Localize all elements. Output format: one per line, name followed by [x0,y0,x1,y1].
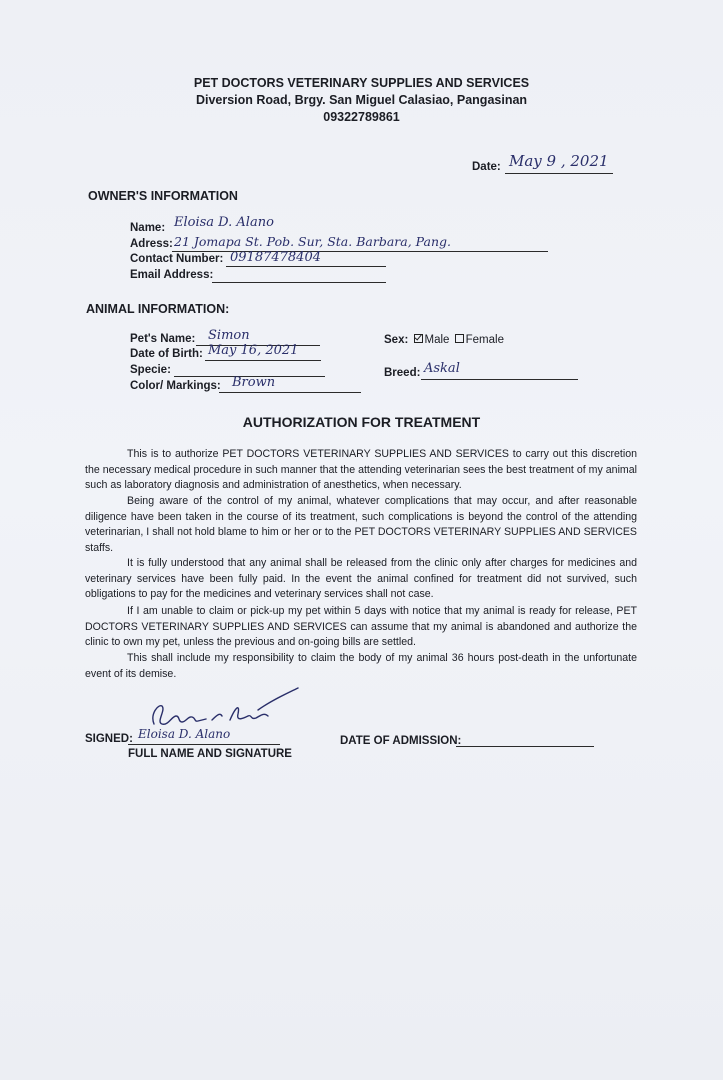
authorization-title: AUTHORIZATION FOR TREATMENT [242,414,481,430]
signed-label: SIGNED: [85,733,133,745]
date-label: Date: [472,161,501,173]
sex-male-label: Male [424,334,450,346]
breed-label: Breed: [384,367,421,379]
owner-name-value: Eloisa D. Alano [174,215,274,230]
color-value: Brown [232,375,276,390]
specie-label: Specie: [130,364,171,376]
owner-name-label: Name: [130,222,166,234]
breed-value: Askal [424,361,460,376]
authorization-paragraph: This shall include my responsibility to claim the body of my animal 36 hours post-death in the unfortunate event of its demise. [85,652,637,680]
pet-name-label: Pet's Name: [130,333,196,345]
company-phone: 09322789861 [323,110,400,124]
date-line [505,173,613,174]
color-line [219,392,361,393]
signature-caption: FULL NAME AND SIGNATURE [128,748,292,760]
company-address: Diversion Road, Brgy. San Miguel Calasiao, Pangasinan [195,93,528,107]
sex-field [384,334,504,346]
sex-female-label: Female [465,334,504,346]
dob-value: May 16, 2021 [208,343,299,358]
owner-section-heading: OWNER'S INFORMATION [88,189,238,203]
authorization-paragraph: It is fully understood that any animal shall be released from the clinic only after charges for medicines and veterinary services have been fully paid. In the event the animal confined for treatment did not survived, such obligations to pay for the medicines and veterinary services shall not case. [85,557,637,600]
dob-label: Date of Birth: [130,348,203,360]
date-of-admission-line [456,746,594,747]
owner-contact-line [226,266,386,267]
authorization-paragraph: If I am unable to claim or pick-up my pet within 5 days with notice that my animal is ready for release, PET DOCTORS VETERINARY SUPPLIES AND SERVICES can assume that my animal is abandoned and authorize the clinic to own my pet, unless the previous and on-going bills are settled. [85,605,637,648]
color-label: Color/ Markings: [130,380,221,392]
authorization-paragraph: Being aware of the control of my animal, whatever complications that may occur, and after reasonable diligence have been taken in the course of its treatment, such complications is beyond the control of the attending veterinarian, I shall not hold blame to him or her or to the PET DOCTORS VETERINARY SUPPLIES AND SERVICES staffs. [85,495,637,554]
company-name: PET DOCTORS VETERINARY SUPPLIES AND SERVICES [193,76,530,90]
animal-section-heading: ANIMAL INFORMATION: [86,302,230,316]
breed-line [421,379,578,380]
owner-address-value: 21 Jomapa St. Pob. Sur, Sta. Barbara, Pang. [174,234,451,249]
owner-email-label: Email Address: [130,269,214,281]
owner-contact-label: Contact Number: [130,253,224,265]
date-of-admission-label: DATE OF ADMISSION: [340,735,462,747]
sex-male-checkbox[interactable] [414,334,423,343]
signed-name: Eloisa D. Alano [138,727,231,741]
owner-address-line [172,251,548,252]
sex-label: Sex: [384,334,409,346]
dob-line [205,360,321,361]
signed-line [128,744,280,745]
date-value: May 9 , 2021 [509,152,609,170]
pet-name-value: Simon [208,328,250,343]
owner-address-label: Adress: [130,238,173,250]
owner-email-line [212,282,386,283]
sex-female-checkbox[interactable] [455,334,464,343]
authorization-paragraph: This is to authorize PET DOCTORS VETERINARY SUPPLIES AND SERVICES to carry out this discretion the necessary medical procedure in such manner that the attending veterinarian sees the best treatment of my animal such as laboratory diagnosis and administration of anesthetics, when necessary. [85,448,637,491]
owner-contact-value: 09187478404 [230,250,321,265]
